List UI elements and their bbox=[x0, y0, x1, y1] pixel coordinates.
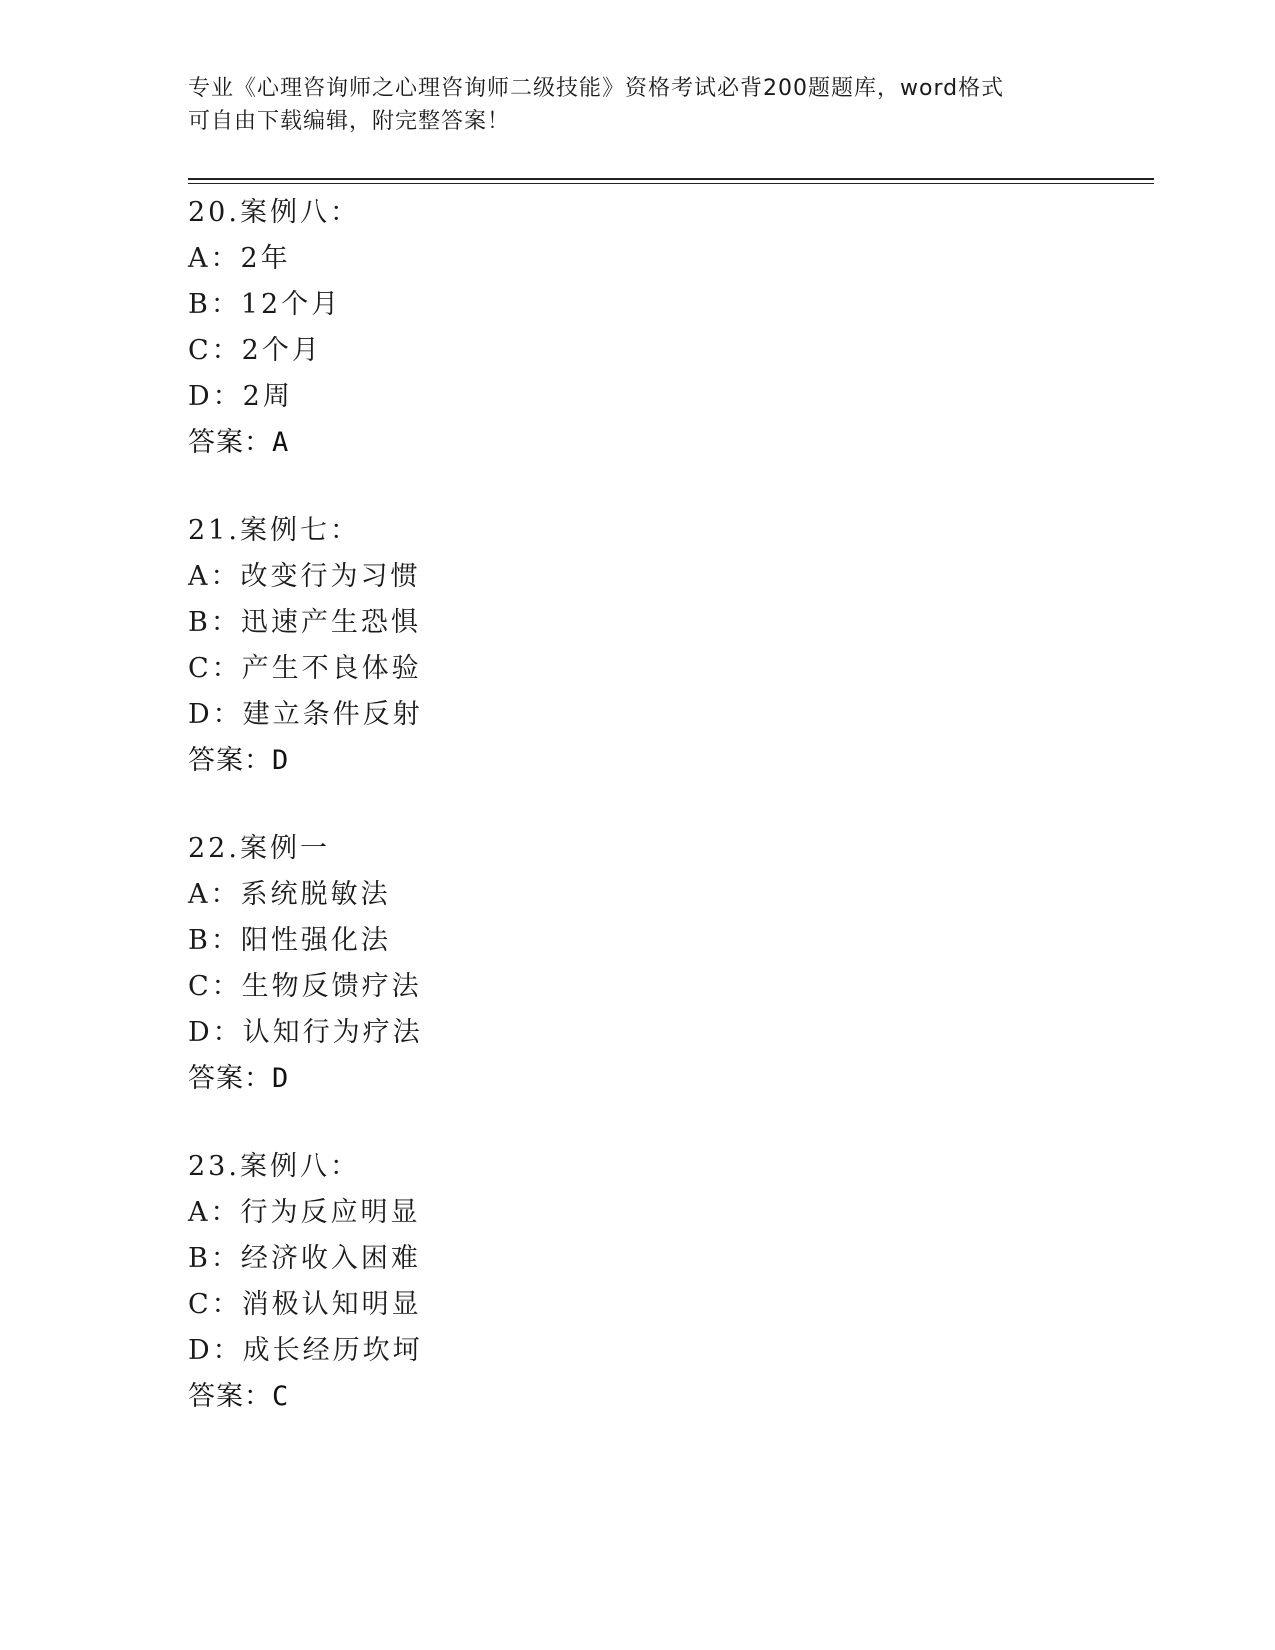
option-c: C：2个月 bbox=[188, 335, 322, 366]
option-b: B：迅速产生恐惧 bbox=[188, 607, 421, 638]
option-d: D：2周 bbox=[188, 381, 293, 412]
option-d: D：建立条件反射 bbox=[188, 699, 423, 730]
document-header bbox=[188, 72, 1088, 138]
question-item bbox=[188, 508, 1088, 784]
option-a: A：改变行为习惯 bbox=[188, 561, 421, 592]
option-a: A：2年 bbox=[188, 243, 291, 274]
answer-line bbox=[188, 420, 1088, 466]
header-line-1: 专业《心理咨询师之心理咨询师二级技能》资格考试必背200题题库，word格式 bbox=[188, 76, 1005, 101]
header-divider-thick bbox=[188, 178, 1154, 180]
answer-label: 答案： bbox=[188, 1381, 272, 1412]
option-b: B：12个月 bbox=[188, 289, 342, 320]
answer-value: A bbox=[272, 427, 290, 458]
header-line-2: 可自由下载编辑，附完整答案！ bbox=[188, 109, 511, 134]
question-item bbox=[188, 190, 1088, 466]
answer-line bbox=[188, 1374, 1088, 1420]
answer-value: D bbox=[272, 745, 290, 776]
answer-label: 答案： bbox=[188, 427, 272, 458]
option-c: C：消极认知明显 bbox=[188, 1289, 422, 1320]
option-b: B：经济收入困难 bbox=[188, 1243, 421, 1274]
question-item bbox=[188, 826, 1088, 1102]
question-title: 20.案例八： bbox=[188, 197, 360, 228]
option-d: D：认知行为疗法 bbox=[188, 1017, 423, 1048]
option-a: A：行为反应明显 bbox=[188, 1197, 421, 1228]
answer-value: D bbox=[272, 1063, 290, 1094]
question-list bbox=[188, 190, 1088, 1462]
question-title: 22.案例一 bbox=[188, 833, 330, 864]
answer-value: C bbox=[272, 1381, 290, 1412]
question-title: 21.案例七： bbox=[188, 515, 360, 546]
option-d: D：成长经历坎坷 bbox=[188, 1335, 423, 1366]
question-title: 23.案例八： bbox=[188, 1151, 360, 1182]
option-c: C：产生不良体验 bbox=[188, 653, 422, 684]
option-c: C：生物反馈疗法 bbox=[188, 971, 422, 1002]
answer-label: 答案： bbox=[188, 745, 272, 776]
question-item bbox=[188, 1144, 1088, 1420]
answer-line bbox=[188, 738, 1088, 784]
option-b: B：阳性强化法 bbox=[188, 925, 391, 956]
answer-label: 答案： bbox=[188, 1063, 272, 1094]
answer-line bbox=[188, 1056, 1088, 1102]
header-divider-thin bbox=[188, 183, 1154, 184]
option-a: A：系统脱敏法 bbox=[188, 879, 391, 910]
